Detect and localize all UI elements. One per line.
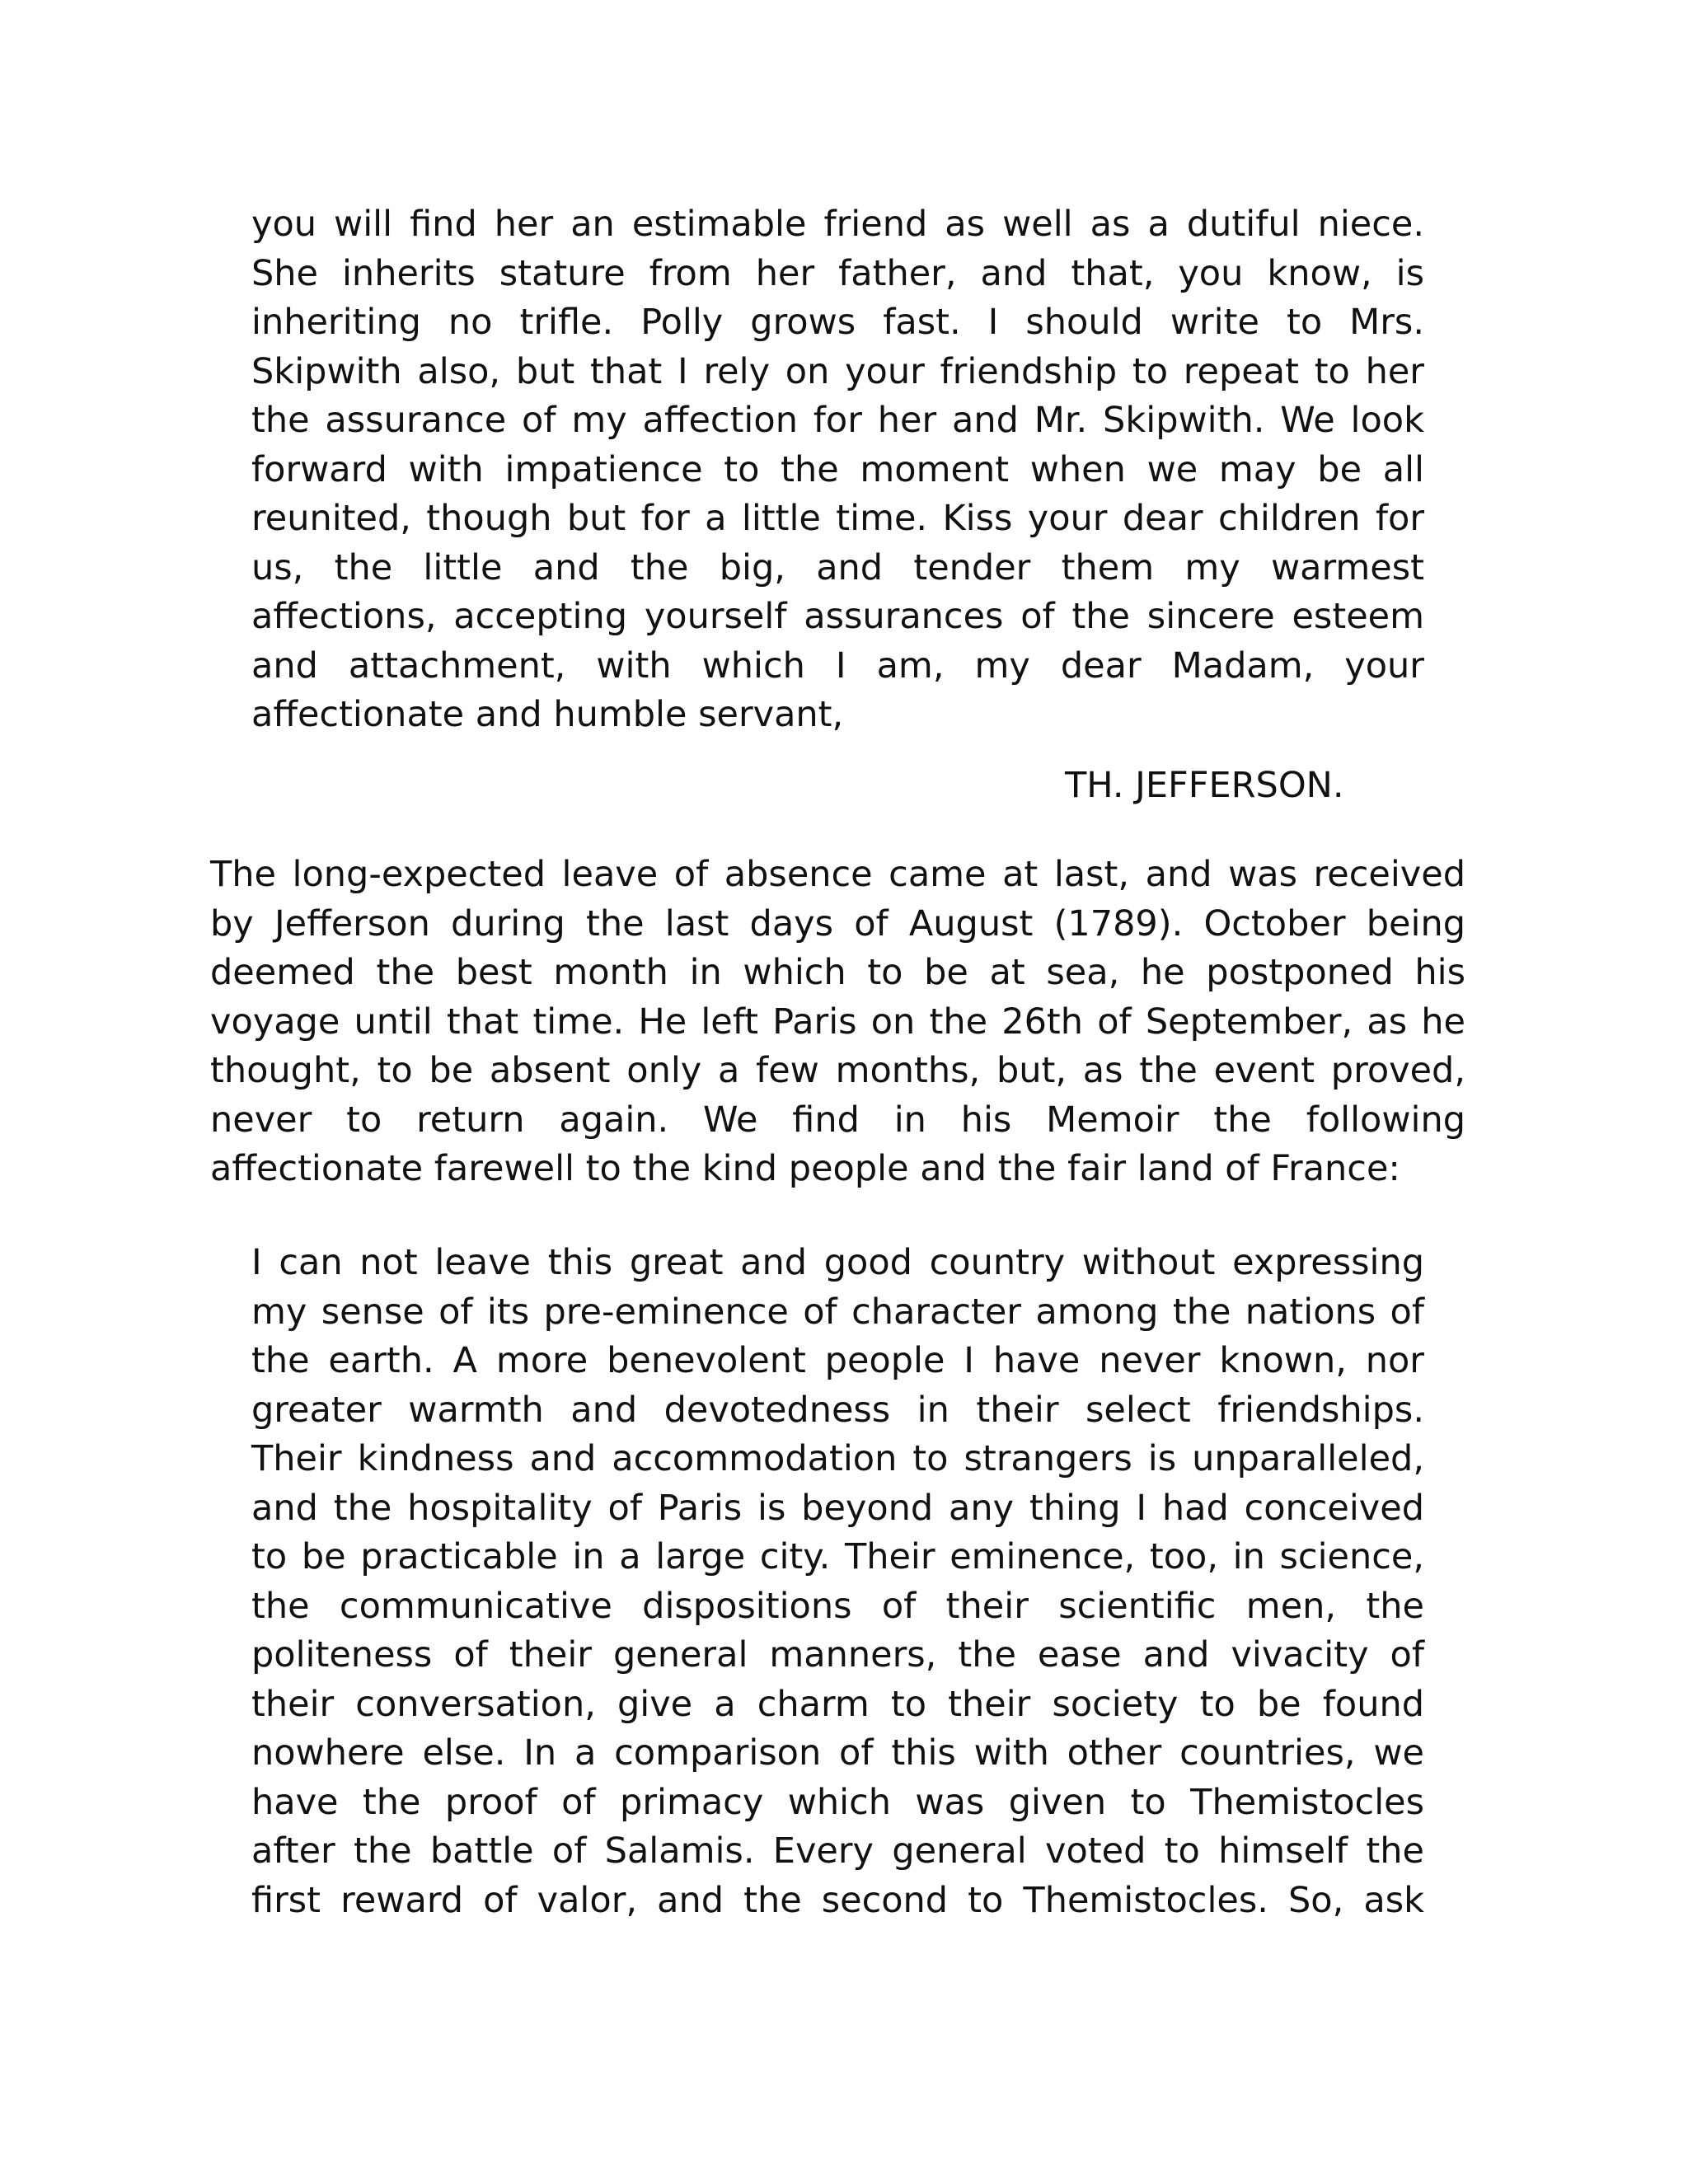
narrative-line: affectionate farewell to the kind people and the fair land of France: [210, 1148, 1400, 1189]
quote-line: to be practicable in a large city. Their eminence, too, in science, [251, 1536, 1424, 1577]
letter-excerpt [251, 200, 1424, 740]
quote-line: politeness of their general manners, the ease and vivacity of [251, 1634, 1424, 1675]
quote-line: have the proof of primacy which was given to Themistocles [251, 1781, 1424, 1823]
narrative-line: thought, to be absent only a few months, but, as the event proved, [210, 1050, 1465, 1091]
quote-line: first reward of valor, and the second to Themistocles. So, ask [251, 1879, 1424, 1921]
quote-line: my sense of its pre-eminence of character among the nations of [251, 1291, 1424, 1333]
quote-line: and the hospitality of Paris is beyond any thing I had conceived [251, 1487, 1424, 1529]
letter-line: She inherits stature from her father, and that, you know, is [251, 252, 1424, 294]
quote-line: after the battle of Salamis. Every general voted to himself the [251, 1830, 1424, 1872]
narrative-line: deemed the best month in which to be at sea, he postponed his [210, 952, 1465, 993]
narrative-line: The long-expected leave of absence came at last, and was received [210, 854, 1465, 895]
letter-line: and attachment, with which I am, my dear Madam, your [251, 644, 1424, 687]
quote-line: I can not leave this great and good country without expressing [251, 1242, 1424, 1283]
letter-line: inheriting no trifle. Polly grows fast. I should write to Mrs. [251, 302, 1424, 343]
letter-line: forward with impatience to the moment when we may be all [251, 448, 1424, 490]
letter-line: affections, accepting yourself assurances of the sincere esteem [251, 596, 1424, 637]
letter-line: affectionate and humble servant, [251, 694, 844, 735]
narrative-line: voyage until that time. He left Paris on the 26th of September, as he [210, 1001, 1465, 1043]
narrative-paragraph [210, 851, 1465, 1194]
letter-line: us, the little and the big, and tender them my warmest [251, 546, 1424, 588]
letter-line: the assurance of my affection for her and Mr. Skipwith. We look [251, 400, 1424, 441]
letter-line: reunited, though but for a little time. Kiss your dear children for [251, 498, 1424, 539]
narrative-line: by Jefferson during the last days of August (1789). October being [210, 902, 1465, 944]
quote-line: greater warmth and devotedness in their select friendships. [251, 1389, 1424, 1431]
letter-line: Skipwith also, but that I rely on your friendship to repeat to her [251, 350, 1424, 392]
quote-line: Their kindness and accommodation to strangers is unparalleled, [251, 1438, 1424, 1479]
quote-line: nowhere else. In a comparison of this with other countries, we [251, 1732, 1424, 1774]
quote-line: their conversation, give a charm to their society to be found [251, 1683, 1424, 1725]
letter-signature: TH. JEFFERSON. [1065, 765, 1344, 806]
letter-line: you will find her an estimable friend as well as a dutiful niece. [251, 204, 1424, 245]
memoir-quote [251, 1239, 1424, 1925]
narrative-line: never to return again. We find in his Memoir the following [210, 1099, 1465, 1141]
quote-line: the earth. A more benevolent people I have never known, nor [251, 1340, 1424, 1381]
quote-line: the communicative dispositions of their scientific men, the [251, 1585, 1424, 1627]
